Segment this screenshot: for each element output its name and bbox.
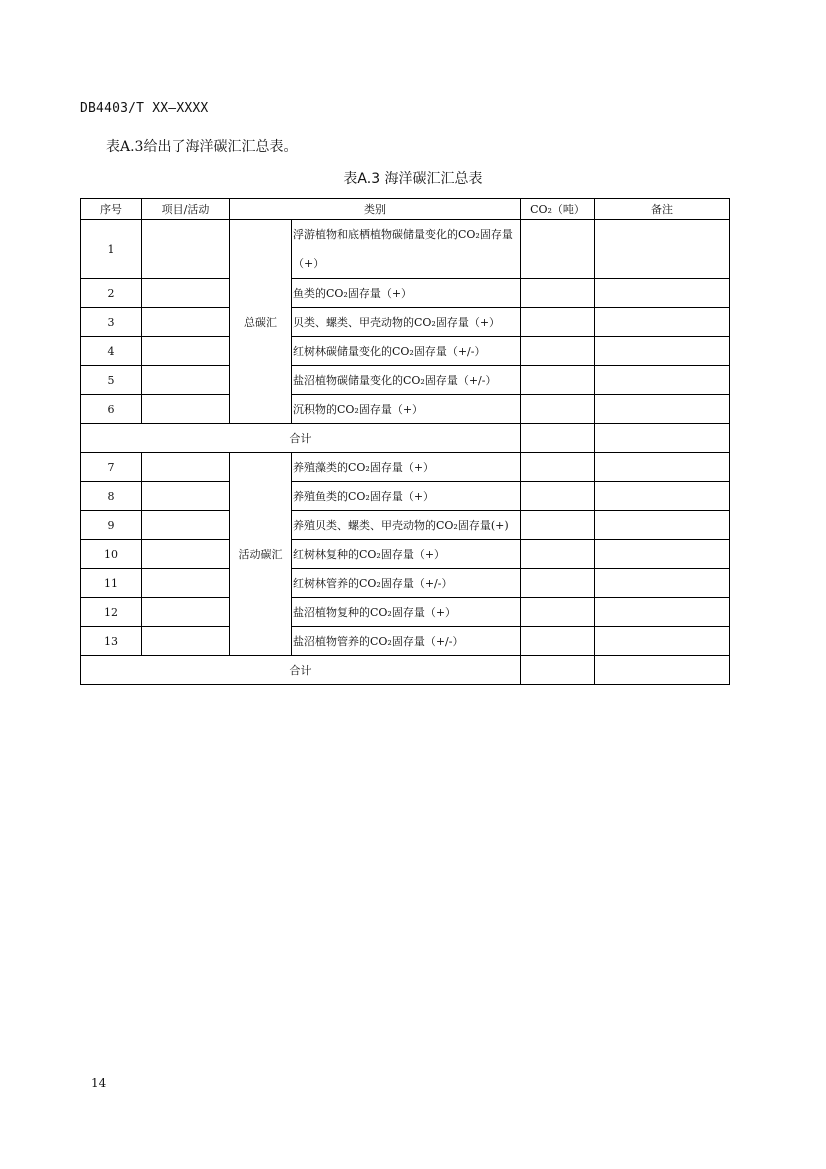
row-seq: 3	[81, 308, 142, 337]
table-row	[81, 395, 730, 424]
row-item-cell	[142, 511, 230, 540]
row-seq: 6	[81, 395, 142, 424]
row-co2-cell	[521, 279, 595, 308]
row-item-cell	[142, 569, 230, 598]
row-remark-cell	[595, 598, 730, 627]
subtotal-co2-cell	[521, 656, 595, 685]
table-row	[81, 220, 730, 279]
row-item-cell	[142, 308, 230, 337]
row-item-cell	[142, 395, 230, 424]
row-category: 红树林复种的CO₂固存量（+）	[292, 540, 521, 569]
subtotal-row	[81, 656, 730, 685]
table-row	[81, 279, 730, 308]
row-co2-cell	[521, 569, 595, 598]
table-row	[81, 366, 730, 395]
table-row	[81, 598, 730, 627]
table-row	[81, 511, 730, 540]
row-co2-cell	[521, 220, 595, 279]
group-activity-label: 活动碳汇	[230, 453, 292, 656]
subtotal-co2-cell	[521, 424, 595, 453]
table-row	[81, 627, 730, 656]
row-category: 浮游植物和底栖植物碳储量变化的CO₂固存量（+）	[292, 220, 521, 279]
row-seq: 1	[81, 220, 142, 279]
row-item-cell	[142, 482, 230, 511]
row-remark-cell	[595, 453, 730, 482]
row-category: 养殖藻类的CO₂固存量（+）	[292, 453, 521, 482]
row-co2-cell	[521, 337, 595, 366]
row-category: 盐沼植物管养的CO₂固存量（+/-）	[292, 627, 521, 656]
row-co2-cell	[521, 453, 595, 482]
row-item-cell	[142, 453, 230, 482]
row-item-cell	[142, 279, 230, 308]
row-seq: 11	[81, 569, 142, 598]
row-remark-cell	[595, 569, 730, 598]
row-remark-cell	[595, 511, 730, 540]
row-remark-cell	[595, 482, 730, 511]
row-item-cell	[142, 627, 230, 656]
subtotal-label: 合计	[81, 656, 521, 685]
row-category: 红树林碳储量变化的CO₂固存量（+/-）	[292, 337, 521, 366]
row-item-cell	[142, 598, 230, 627]
row-co2-cell	[521, 627, 595, 656]
carbon-sink-summary-table	[80, 198, 730, 685]
row-category: 养殖鱼类的CO₂固存量（+）	[292, 482, 521, 511]
table-header-row	[81, 199, 730, 220]
header-item: 项目/活动	[142, 199, 230, 220]
row-remark-cell	[595, 279, 730, 308]
row-seq: 9	[81, 511, 142, 540]
subtotal-row	[81, 424, 730, 453]
row-seq: 12	[81, 598, 142, 627]
row-category: 沉积物的CO₂固存量（+）	[292, 395, 521, 424]
row-co2-cell	[521, 598, 595, 627]
table-row	[81, 482, 730, 511]
row-co2-cell	[521, 482, 595, 511]
page-number: 14	[91, 1076, 107, 1090]
subtotal-remark-cell	[595, 656, 730, 685]
row-remark-cell	[595, 627, 730, 656]
table-row	[81, 308, 730, 337]
row-item-cell	[142, 540, 230, 569]
row-remark-cell	[595, 366, 730, 395]
row-co2-cell	[521, 308, 595, 337]
row-item-cell	[142, 366, 230, 395]
document-code: DB4403/T XX—XXXX	[80, 101, 209, 116]
row-category: 盐沼植物碳储量变化的CO₂固存量（+/-）	[292, 366, 521, 395]
row-item-cell	[142, 337, 230, 366]
row-remark-cell	[595, 337, 730, 366]
row-co2-cell	[521, 366, 595, 395]
intro-text: 表A.3给出了海洋碳汇汇总表。	[106, 139, 298, 155]
row-item-cell	[142, 220, 230, 279]
row-seq: 10	[81, 540, 142, 569]
group-total-label: 总碳汇	[230, 220, 292, 424]
table-row	[81, 453, 730, 482]
row-category: 养殖贝类、螺类、甲壳动物的CO₂固存量(+)	[292, 511, 521, 540]
subtotal-label: 合计	[81, 424, 521, 453]
row-remark-cell	[595, 395, 730, 424]
row-seq: 7	[81, 453, 142, 482]
row-remark-cell	[595, 308, 730, 337]
row-seq: 13	[81, 627, 142, 656]
row-category: 贝类、螺类、甲壳动物的CO₂固存量（+）	[292, 308, 521, 337]
row-co2-cell	[521, 511, 595, 540]
row-seq: 2	[81, 279, 142, 308]
row-remark-cell	[595, 540, 730, 569]
row-seq: 4	[81, 337, 142, 366]
row-co2-cell	[521, 540, 595, 569]
row-co2-cell	[521, 395, 595, 424]
row-category: 盐沼植物复种的CO₂固存量（+）	[292, 598, 521, 627]
table-row	[81, 337, 730, 366]
table-title: 表A.3 海洋碳汇汇总表	[343, 171, 483, 187]
header-co2: CO₂（吨）	[521, 199, 595, 220]
header-seq: 序号	[81, 199, 142, 220]
row-seq: 8	[81, 482, 142, 511]
row-seq: 5	[81, 366, 142, 395]
table-row	[81, 540, 730, 569]
row-remark-cell	[595, 220, 730, 279]
subtotal-remark-cell	[595, 424, 730, 453]
header-remark: 备注	[595, 199, 730, 220]
row-category: 红树林管养的CO₂固存量（+/-）	[292, 569, 521, 598]
table-row	[81, 569, 730, 598]
row-category: 鱼类的CO₂固存量（+）	[292, 279, 521, 308]
header-category: 类别	[230, 199, 521, 220]
